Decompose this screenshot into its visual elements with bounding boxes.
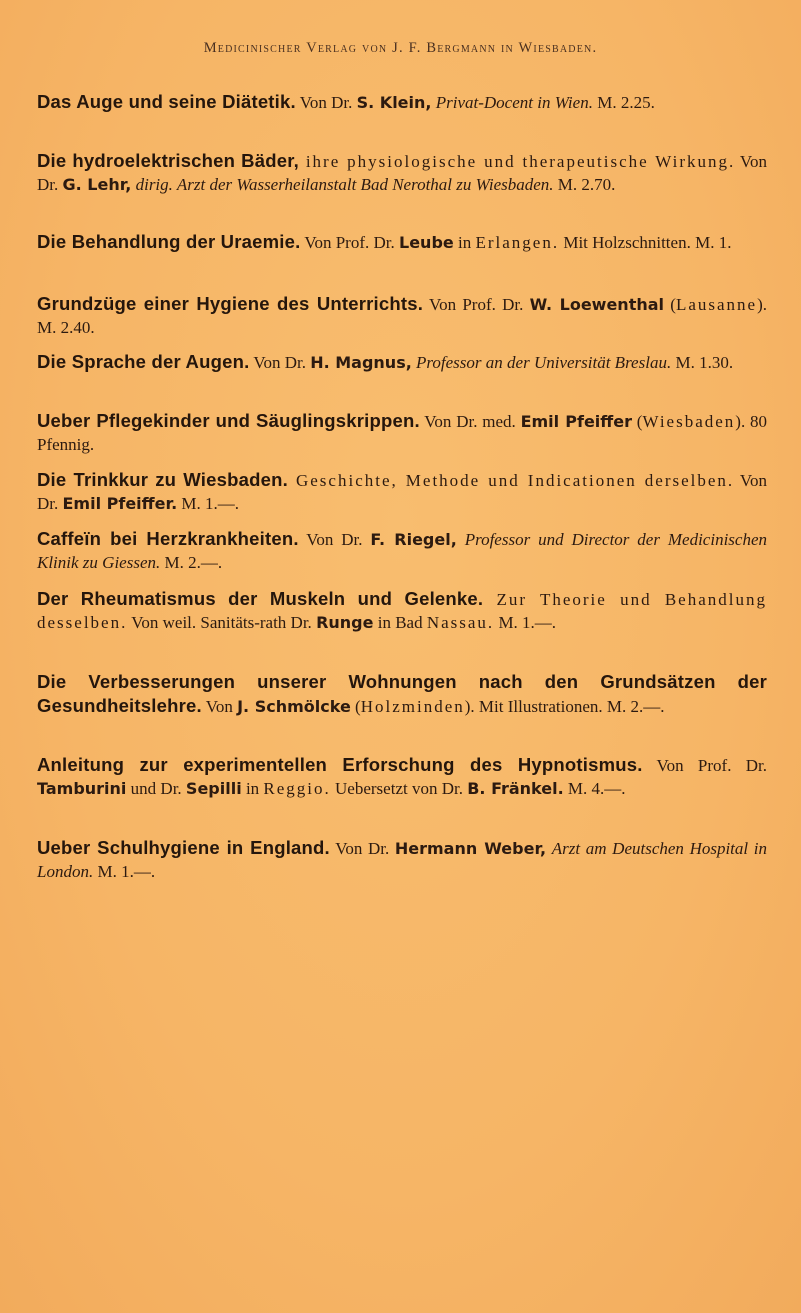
entry-title: Die Verbesserungen unserer Wohnungen nach den Grundsätzen der Gesundheitslehre. (37, 671, 767, 716)
entry-place: Reggio. (263, 779, 331, 798)
catalog-entry: Caffeïn bei Herzkrankheiten. Von Dr. F. Riegel, Professor und Director der Medicinischen Klinik zu Giessen. M. 2.—. (37, 528, 767, 572)
entry-place: Lausanne (675, 295, 758, 314)
entry-translator: B. Fränkel. (467, 779, 564, 798)
entry-place: Nassau. (426, 613, 495, 632)
entry-title: Das Auge und seine Diätetik. (37, 91, 296, 112)
entry-subtitle: ihre physiologische und therapeutische Wirkung. (298, 152, 736, 171)
entry-author: Hermann Weber, (394, 839, 547, 858)
entry-price: ). 80 Pfennig. (37, 412, 768, 454)
catalog-entry: Grundzüge einer Hygiene des Unterrichts. Von Prof. Dr. W. Loewenthal (Lausanne). M. 2.40. (37, 293, 767, 337)
catalog-entry: Die Behandlung der Uraemie. Von Prof. Dr. Leube in Erlangen. Mit Holzschnitten. M. 1. (37, 231, 732, 252)
catalog-entry: Die Trinkkur zu Wiesbaden. Geschichte, Methode und Indicationen derselben. Von Dr. Emil Pfeiffer. M. 1.—. (37, 469, 768, 513)
entry-title: Die Behandlung der Uraemie. (37, 231, 301, 252)
entry-affiliation: Privat-Docent in Wien. (435, 93, 593, 112)
entry-price: M. 1.30. (671, 353, 734, 372)
entry-author: S. Klein, (356, 93, 432, 112)
entry-place: Erlangen. (475, 233, 560, 252)
entry-affiliation: dirig. Arzt der Wasserheilanstalt Bad Nerothal zu Wiesbaden. (135, 175, 554, 194)
entry-price: Mit Holzschnitten. M. 1. (559, 233, 732, 252)
catalog-entry: Die hydroelektrischen Bäder, ihre physiologische und therapeutische Wirkung. Von Dr. G. Lehr, dirig. Arzt der Wasserheilanstalt Bad Nerothal zu Wiesbaden. M. 2.70. (37, 150, 767, 194)
entry-author: J. Schmölcke (237, 697, 351, 716)
entry-title: Caffeïn bei Herzkrankheiten. (37, 528, 299, 549)
entry-affiliation: Professor und Director der Medicinischen Klinik zu Giessen. (37, 530, 767, 572)
entry-price: M. 1.—. (177, 494, 240, 513)
catalog-entry: Der Rheumatismus der Muskeln und Gelenke. Zur Theorie und Behandlung desselben. Von weil. Sanitäts-rath Dr. Runge in Bad Nassau. M. 1.—. (37, 588, 767, 632)
entry-price: M. 2.25. (592, 93, 655, 112)
entry-title: Anleitung zur experimentellen Erforschung des Hypnotismus. (37, 754, 643, 775)
entry-title: Grundzüge einer Hygiene des Unterrichts. (37, 293, 424, 314)
entry-affiliation: Arzt am Deutschen Hospital in London. (37, 839, 768, 881)
catalog-entry: Ueber Pflegekinder und Säuglingskrippen. Von Dr. med. Emil Pfeiffer (Wiesbaden). 80 Pfennig. (37, 410, 768, 454)
entry-author: Emil Pfeiffer (520, 412, 632, 431)
entry-title: Ueber Pflegekinder und Säuglingskrippen. (37, 410, 420, 431)
catalog-entry: Anleitung zur experimentellen Erforschung des Hypnotismus. Von Prof. Dr. Tamburini und Dr. Sepilli in Reggio. Uebersetzt von Dr. B. Fränkel. M. 4.—. (37, 754, 767, 798)
entry-price: ). Mit Illustrationen. M. 2.—. (464, 697, 665, 716)
entry-author: Emil Pfeiffer. (62, 494, 178, 513)
entry-place: Wiesbaden (642, 412, 736, 431)
entry-title: Die hydroelektrischen Bäder, (37, 150, 299, 171)
entry-author: Runge (316, 613, 374, 632)
entry-title: Die Sprache der Augen. (37, 351, 250, 372)
entry-price: M. 2.70. (553, 175, 616, 194)
entry-author: H. Magnus, (310, 353, 412, 372)
entry-price: ). M. 2.40. (37, 295, 767, 337)
catalog-entry: Ueber Schulhygiene in England. Von Dr. Hermann Weber, Arzt am Deutschen Hospital in London. M. 1.—. (37, 837, 768, 881)
entry-price: M. 2.—. (160, 553, 223, 572)
publisher-header: Medicinischer Verlag von J. F. Bergmann in Wiesbaden. (203, 40, 598, 56)
entry-price: M. 4.—. (563, 779, 626, 798)
entry-place: Holzminden (360, 697, 465, 716)
entry-price: M. 1.—. (93, 862, 156, 881)
entry-author: Tamburini (37, 779, 127, 798)
catalog-entry: Die Verbesserungen unserer Wohnungen nach den Grundsätzen der Gesundheitslehre. Von J. Schmölcke (Holzminden). Mit Illustrationen. M. 2.—. (37, 671, 767, 716)
entry-author: F. Riegel, (370, 530, 457, 549)
catalog-entry: Die Sprache der Augen. Von Dr. H. Magnus, Professor an der Universität Breslau. M. 1.30. (37, 351, 734, 372)
entry-affiliation: Professor an der Universität Breslau. (416, 353, 672, 372)
catalog-entry: Das Auge und seine Diätetik. Von Dr. S. Klein, Privat-Docent in Wien. M. 2.25. (37, 91, 655, 112)
entry-author: Leube (399, 233, 454, 252)
entry-price: M. 1.—. (494, 613, 557, 632)
entry-subtitle: Geschichte, Methode und Indicationen derselben. (287, 471, 735, 490)
entry-subtitle: Zur Theorie und Behandlung desselben. (37, 590, 767, 632)
entry-author: Sepilli (185, 779, 242, 798)
entry-title: Der Rheumatismus der Muskeln und Gelenke. (37, 588, 484, 609)
entry-author: G. Lehr, (62, 175, 132, 194)
entry-author: W. Loewenthal (529, 295, 665, 314)
entry-title: Die Trinkkur zu Wiesbaden. (37, 469, 288, 490)
entry-title: Ueber Schulhygiene in England. (37, 837, 330, 858)
